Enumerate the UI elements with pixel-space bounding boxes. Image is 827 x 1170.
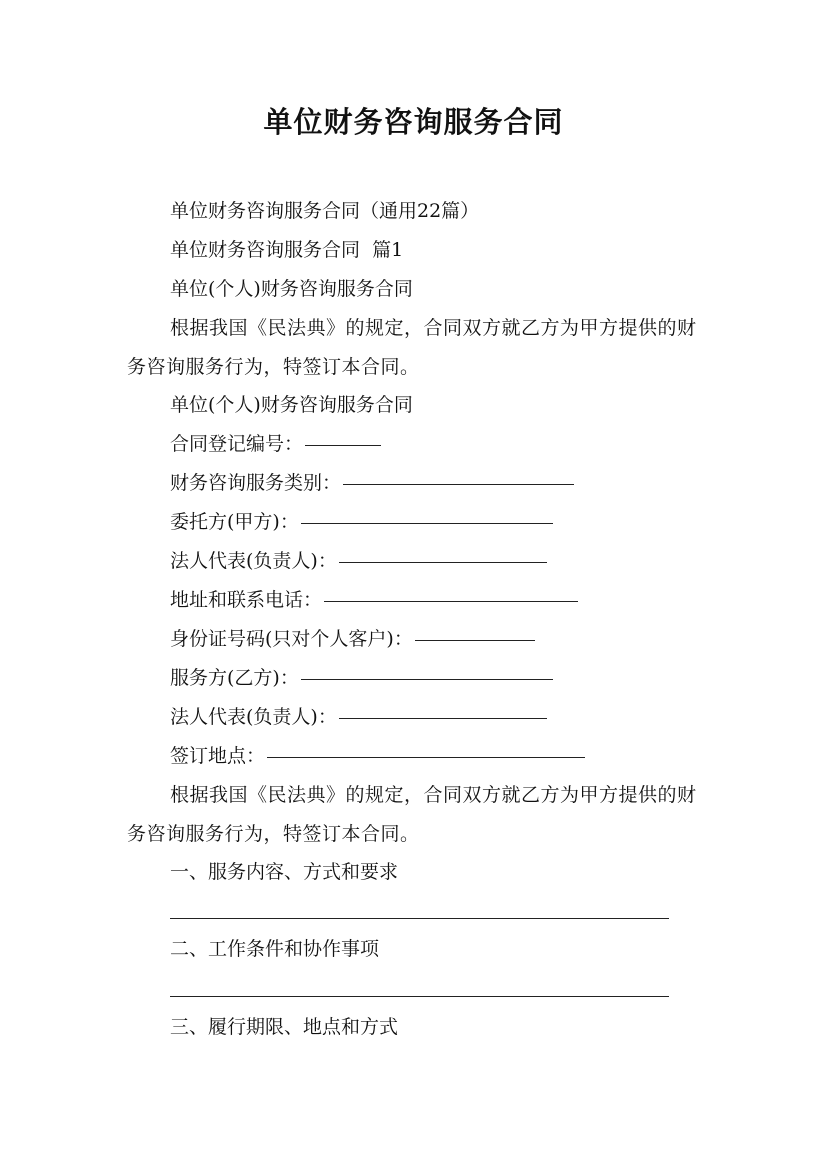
section-2-heading: 二、工作条件和协作事项 [170,938,380,960]
field-provider [170,659,750,698]
blank-line [305,444,381,446]
chapter-heading: 单位财务咨询服务合同 篇1 [170,239,404,261]
field-label: 法人代表(负责人)： [170,706,337,728]
section-3-heading: 三、履行期限、地点和方式 [170,1016,399,1038]
field-label: 服务方(乙方)： [170,667,299,689]
field-label: 财务咨询服务类别： [170,472,342,494]
contract-heading-2: 单位(个人)财务咨询服务合同 [170,394,413,416]
field-label: 身份证号码(只对个人客户)： [170,628,413,650]
blank-line [267,756,585,758]
field-client [170,503,750,542]
field-legal-rep-b [170,698,750,737]
field-service-type [170,464,750,503]
field-label: 法人代表(负责人)： [170,550,337,572]
blank-line [301,678,553,680]
blank-line [301,522,553,524]
field-label: 签订地点： [170,745,266,767]
document-subtitle: 单位财务咨询服务合同（通用22篇） [170,200,480,222]
section-1-heading: 一、服务内容、方式和要求 [170,861,399,883]
field-label: 合同登记编号： [170,433,304,455]
intro-paragraph-2: 根据我国《民法典》的规定，合同双方就乙方为甲方提供的财务咨询服务行为，特签订本合同。 [127,784,697,845]
field-contract-no [170,425,750,464]
contract-heading-1: 单位(个人)财务咨询服务合同 [170,278,413,300]
blank-line [339,717,547,719]
blank-line [343,483,574,485]
field-label: 委托方(甲方)： [170,511,299,533]
field-id-number [170,620,750,659]
blank-line [339,561,547,563]
field-sign-place [170,737,750,776]
section-1-blank-line [170,918,669,919]
intro-paragraph-1: 根据我国《民法典》的规定，合同双方就乙方为甲方提供的财务咨询服务行为，特签订本合同。 [127,317,697,378]
blank-line [324,600,578,602]
document-title: 单位财务咨询服务合同 [263,105,564,139]
field-label: 地址和联系电话： [170,589,323,611]
section-2-blank-line [170,996,669,997]
field-legal-rep-a [170,542,750,581]
blank-line [415,639,535,641]
field-address-phone [170,581,750,620]
